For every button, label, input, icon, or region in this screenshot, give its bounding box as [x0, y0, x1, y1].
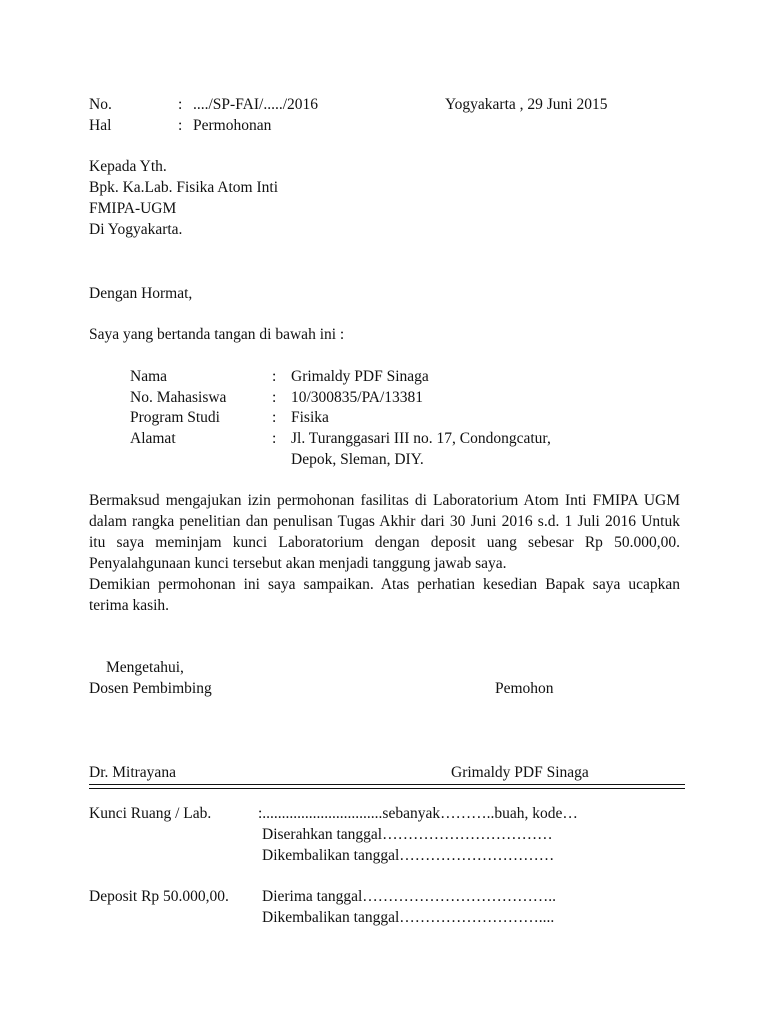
separator-line-bottom	[89, 788, 685, 789]
place-date: Yogyakarta , 29 Juni 2015	[445, 96, 608, 113]
supervisor-title: Dosen Pembimbing	[89, 680, 212, 697]
recipient-block	[89, 156, 278, 240]
identity-row-name	[130, 366, 690, 387]
greeting: Dengan Hormat,	[89, 285, 193, 302]
identity-colon: :	[272, 389, 277, 406]
identity-label: Program Studi	[130, 409, 220, 426]
deposit-returned-date-line: Dikembalikan tanggal………………………....	[262, 909, 555, 926]
key-handed-date-line: Diserahkan tanggal……………………………	[262, 826, 553, 843]
number-colon: :	[178, 96, 183, 113]
letter-subject: Permohonan	[193, 117, 272, 134]
applicant-title: Pemohon	[495, 680, 554, 697]
deposit-label: Deposit Rp 50.000,00.	[89, 888, 229, 905]
recipient-line-3: FMIPA-UGM	[89, 200, 177, 217]
identity-address-continued: Depok, Sleman, DIY.	[291, 451, 424, 468]
identity-value: Grimaldy PDF Sinaga	[291, 368, 429, 385]
key-returned-date-line: Dikembalikan tanggal…………………………	[262, 847, 555, 864]
key-quantity-line: :...............................sebanyak………..buah, kode…	[258, 805, 578, 822]
recipient-line-1: Kepada Yth.	[89, 158, 167, 175]
identity-colon: :	[272, 430, 277, 447]
key-label: Kunci Ruang / Lab.	[89, 805, 212, 822]
separator-line-top	[89, 784, 685, 785]
intro-sentence: Saya yang bertanda tangan di bawah ini :	[89, 326, 345, 343]
subject-label: Hal	[89, 117, 112, 134]
deposit-received-date-line: Dierima tanggal………………………………..	[262, 888, 557, 905]
acknowledged-label: Mengetahui,	[106, 659, 184, 676]
recipient-line-4: Di Yogyakarta.	[89, 221, 183, 238]
identity-colon: :	[272, 409, 277, 426]
identity-label: Alamat	[130, 430, 176, 447]
identity-label: Nama	[130, 368, 168, 385]
recipient-line-2: Bpk. Ka.Lab. Fisika Atom Inti	[89, 179, 279, 196]
applicant-name: Grimaldy PDF Sinaga	[451, 764, 589, 781]
letter-number: ..../SP-FAI/...../2016	[193, 96, 319, 113]
identity-label: No. Mahasiswa	[130, 389, 227, 406]
body-paragraph-2: Demikian permohonan ini saya sampaikan. Atas perhatian kesedian Bapak saya ucapkan terima kasih.	[89, 576, 680, 614]
identity-value: 10/300835/PA/13381	[291, 389, 424, 406]
subject-colon: :	[178, 117, 183, 134]
letter-body	[89, 490, 680, 616]
identity-row-address	[130, 428, 690, 449]
identity-value: Jl. Turanggasari III no. 17, Condongcatur,	[291, 430, 551, 447]
identity-value: Fisika	[291, 409, 329, 426]
identity-row-program	[130, 407, 690, 428]
body-paragraph-1: Bermaksud mengajukan izin permohonan fasilitas di Laboratorium Atom Inti FMIPA UGM dalam rangka penelitian dan penulisan Tugas Akhir dari 30 Juni 2016 s.d. 1 Juli 2016 Untuk itu saya meminjam kunci Laboratorium dengan deposit uang sebesar Rp 50.000,00. Penyalahgunaan kunci tersebut akan menjadi tanggung jawab saya.	[89, 492, 680, 572]
number-label: No.	[89, 96, 112, 113]
identity-row-student-number	[130, 387, 690, 408]
supervisor-name: Dr. Mitrayana	[89, 764, 176, 781]
identity-colon: :	[272, 368, 277, 385]
